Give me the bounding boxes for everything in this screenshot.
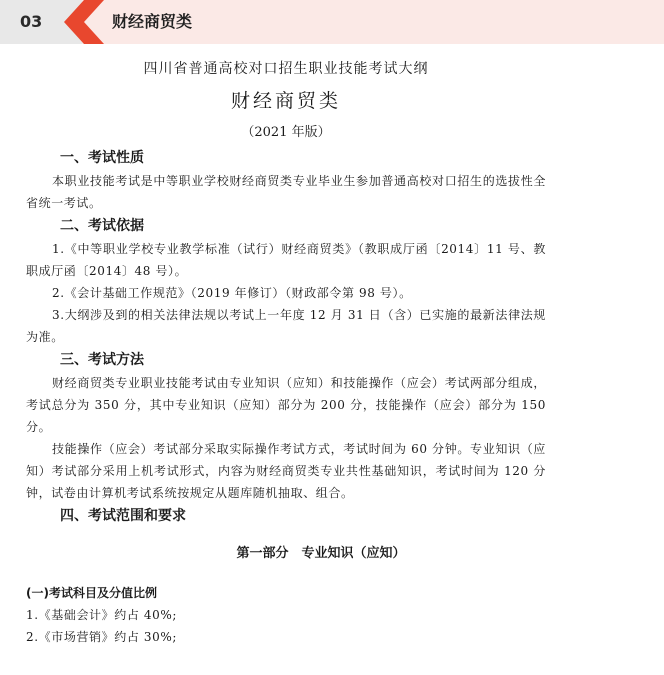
document-version: （2021 年版） [241,125,331,140]
section-number: 03 [0,0,82,44]
part-title: 第一部分 专业知识（应知） [236,546,406,561]
subject-item: 2.《市场营销》约占 30%; [26,630,177,644]
method-paragraph: 财经商贸类专业职业技能考试由专业知识（应知）和技能操作（应会）考试两部分组成，考试总分为 350 分，其中专业知识（应知）部分为 200 分，技能操作（应会）部分为 150 分。 [26,376,546,434]
subject-item: 1.《基础会计》约占 40%; [26,608,177,622]
sub-heading: (一)考试科目及分值比例 [26,586,157,600]
section-paragraph: 本职业技能考试是中等职业学校财经商贸类专业毕业生参加普通高校对口招生的选拔性全省统一考试。 [26,174,546,210]
section-heading-method: 三、考试方法 [60,352,144,368]
document-main-title: 四川省普通高校对口招生职业技能考试大纲 [143,61,429,77]
banner-title: 财经商贸类 [112,12,193,31]
section-banner [0,0,664,44]
method-paragraph: 技能操作（应会）考试部分采取实际操作考试方式，考试时间为 60 分钟。专业知识（应知）考试部分采用上机考试形式，内容为财经商贸类专业共性基础知识，考试时间为 120 分钟，试卷由计算机考试系统按规定从题库随机抽取、组合。 [26,442,546,500]
basis-item: 1.《中等职业学校专业教学标准（试行）财经商贸类》（教职成厅函〔2014〕11 号、教职成厅函〔2014〕48 号）。 [26,242,546,278]
document-body [26,58,546,648]
chevron-left-icon [64,0,104,44]
basis-item: 2.《会计基础工作规范》（2019 年修订）（财政部令第 98 号）。 [52,286,412,300]
section-heading-scope: 四、考试范围和要求 [60,508,186,524]
document-sub-title: 财经商贸类 [230,90,341,112]
basis-item: 3.大纲涉及到的相关法律法规以考试上一年度 12 月 31 日（含）已实施的最新法律法规为准。 [26,308,546,344]
section-heading-basis: 二、考试依据 [60,218,144,234]
section-heading-nature: 一、考试性质 [60,150,144,166]
